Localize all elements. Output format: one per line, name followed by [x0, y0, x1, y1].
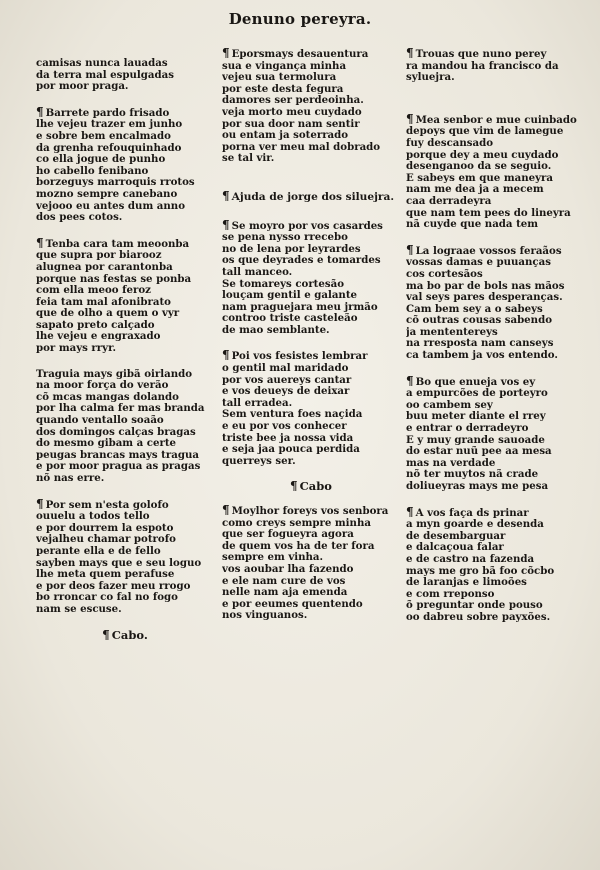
verse-line: alugnea por carantonba — [36, 261, 173, 273]
verse-line: lhe meta quem perafuse — [36, 569, 175, 581]
verse-line: e eu por vos conhecer — [222, 421, 347, 433]
verse-line: ra mandou ha francisco da — [406, 60, 559, 72]
verse-line: tall erradea. — [222, 397, 293, 409]
verse-line: E sabeys em que maneyra — [406, 172, 553, 184]
verse-line: e por deos fazer meu rrogo — [36, 580, 191, 592]
pilcrow-icon: ¶ — [36, 106, 44, 119]
verse-line: mays me gro bã foo cõcbo — [406, 565, 555, 577]
verse-line: por mays rryr. — [36, 343, 117, 355]
verse-line: vejalheu chamar potrofo — [36, 534, 176, 546]
pilcrow-icon: ¶ — [406, 244, 414, 257]
verse-line: triste bee ja nossa vida — [222, 432, 354, 444]
verse-line: cõ mcas mangas dolando — [36, 391, 179, 403]
verse-line: com ella meoo feroz — [36, 285, 151, 297]
pilcrow-icon: ¶ — [406, 375, 414, 388]
verse-line: a empurcões de porteyro — [406, 388, 548, 400]
stanza — [406, 507, 592, 624]
verse-line: vos aoubar lha fazendo — [222, 563, 354, 575]
pilcrow-icon: ¶ — [222, 48, 230, 60]
verse-line: controo triste casteleão — [222, 313, 358, 325]
verse-line: e seja jaa pouca perdida — [222, 444, 360, 456]
pilcrow-icon: ¶ — [406, 506, 414, 519]
verse-line: ¶ Se moyro por vos casardes — [222, 219, 383, 232]
verse-line: õ preguntar onde pouso — [406, 600, 543, 612]
verse-line: sempre em vinha. — [222, 552, 324, 564]
verse-line: porque dey a meu cuydado — [406, 149, 559, 161]
verse-line: que supra por biarooz — [36, 250, 162, 262]
section-heading: ¶ Ajuda de jorge dos siluejra. — [222, 188, 395, 203]
verse-line: e com rreponso — [406, 588, 495, 600]
verse-line: cõ outras cousas sabendo — [406, 315, 552, 327]
verse-line: syluejra. — [406, 72, 455, 84]
verse-line: que ser fogueyra agora — [222, 529, 354, 541]
verse-line: e dalcaçoua falar — [406, 542, 504, 554]
verse-line: Cam bem sey a o sabeys — [406, 303, 543, 315]
verse-line: co ella jogue de punho — [36, 154, 166, 166]
verse-line: e vos deueys de deixar — [222, 386, 350, 398]
verse-line: que de olho a quem o vyr — [36, 308, 180, 320]
stanza — [36, 58, 214, 93]
verse-line: de desembarguar — [406, 530, 506, 542]
verse-line: ou entam ja soterrado — [222, 130, 349, 142]
stanza — [36, 499, 214, 616]
verse-line: ¶ Bo que enueja vos ey — [406, 375, 536, 388]
section-end-label: ¶ Cabo — [290, 479, 332, 494]
verse-line: nam se escuse. — [36, 603, 122, 615]
verse-line: veja morto meu cuydado — [222, 106, 362, 118]
verse-line: se pena nysso rrecebo — [222, 232, 348, 244]
stanza — [406, 48, 592, 84]
verse-line: ma bo par de bols nas mãos — [406, 280, 565, 292]
verse-line: camisas nunca lauadas — [36, 58, 168, 69]
stanza — [36, 369, 214, 485]
column-middle — [222, 48, 400, 636]
verse-line: vejeu sua termolura — [222, 72, 337, 84]
verse-line: Se tomareys cortesão — [222, 278, 345, 290]
verse-line: fuy descansado — [406, 137, 494, 149]
verse-line: mas na verdade — [406, 457, 496, 469]
column-left — [36, 58, 214, 653]
verse-line: se tal vir. — [222, 153, 275, 165]
verse-line: louçam gentil e galante — [222, 290, 358, 302]
verse-line: ¶ Por sem n'esta golofo — [36, 498, 169, 511]
verse-line: sua e vingança minha — [222, 60, 347, 72]
verse-line: nelle nam aja emenda — [222, 587, 348, 599]
verse-line: no de lena por leyrardes — [222, 243, 361, 255]
verse-line: ca tambem ja vos entendo. — [406, 350, 558, 362]
stanza — [222, 220, 400, 337]
pilcrow-icon: ¶ — [36, 498, 44, 511]
stanza — [222, 505, 400, 622]
pilcrow-icon: ¶ — [222, 350, 230, 363]
verse-line: E y muy grande sauoade — [406, 434, 545, 446]
verse-line: que nam tem pees do lineyra — [406, 207, 571, 219]
verse-line: tall manceo. — [222, 266, 293, 278]
stanza — [406, 114, 592, 231]
verse-line: a myn goarde e desenda — [406, 519, 544, 531]
verse-line: de laranjas e limoões — [406, 577, 527, 589]
verse-line: nã cuyde que nada tem — [406, 219, 539, 231]
verse-line: nam praguejara meu jrmão — [222, 301, 378, 313]
column-right — [406, 48, 592, 638]
stanza — [222, 350, 400, 467]
verse-line: ¶ A vos faça ds prinar — [406, 506, 529, 519]
stanza — [36, 107, 214, 224]
verse-line: dos domingos calças bragas — [36, 426, 196, 438]
verse-line: da grenha refouquinhado — [36, 142, 182, 154]
verse-line: na rresposta nam canseys — [406, 338, 554, 350]
verse-line: e por eeumes quentendo — [222, 598, 363, 610]
verse-line: vossas damas e puuanças — [406, 257, 551, 269]
verse-line: lhe vejeu trazer em junho — [36, 119, 183, 131]
verse-line: ¶ Barrete pardo frisado — [36, 106, 170, 119]
pilcrow-icon: ¶ — [222, 219, 230, 232]
verse-line: caa derradeyra — [406, 195, 492, 207]
verse-line: ¶ Mea senbor e mue cuinbado — [406, 113, 577, 126]
verse-line: lhe vejeu e engraxado — [36, 331, 161, 343]
pilcrow-icon: ¶ — [290, 479, 298, 494]
verse-line: e por dourrem la espoto — [36, 522, 174, 534]
verse-line: na moor força do verão — [36, 380, 169, 392]
pilcrow-icon: ¶ — [406, 113, 414, 126]
verse-line: sapato preto calçado — [36, 319, 155, 331]
verse-line: nõ ter muytos nã crade — [406, 469, 539, 481]
verse-line: nam me dea ja a mecem — [406, 184, 544, 196]
verse-line: vejooo eu antes dum anno — [36, 200, 185, 212]
verse-line: borzeguys marroquis rrotos — [36, 177, 195, 189]
pilcrow-icon: ¶ — [222, 505, 230, 517]
verse-line: oo cambem sey — [406, 399, 493, 411]
verse-line: os que deyrades e tomardes — [222, 255, 381, 267]
pilcrow-icon: ¶ — [102, 627, 110, 642]
verse-line: doliueyras mays me pesa — [406, 481, 549, 492]
verse-line: ¶ Poi vos fesistes lembrar — [222, 350, 368, 363]
section-end-label: ¶ Cabo. — [102, 627, 148, 642]
verse-line: por sua door nam sentir — [222, 118, 360, 130]
verse-line: perante ella e de fello — [36, 545, 161, 557]
verse-line: por moor praga. — [36, 81, 129, 93]
verse-line: o gentil mal maridado — [222, 363, 349, 375]
verse-line: de quem vos ha de ter fora — [222, 540, 375, 552]
verse-line: e sobre bem encalmado — [36, 130, 171, 142]
verse-line: por vos auereys cantar — [222, 374, 352, 386]
verse-line: e por moor pragua as pragas — [36, 461, 201, 473]
verse-line: depoys que vim de lamegue — [406, 126, 564, 138]
verse-line: quando ventallo soaão — [36, 415, 164, 427]
verse-line: desenganoo da se seguio. — [406, 161, 552, 173]
verse-line: e entrar o derradeyro — [406, 423, 529, 435]
verse-line: de mao semblante. — [222, 324, 330, 336]
verse-line: damores ser perdeoinha. — [222, 95, 364, 107]
verse-line: peugas brancas mays tragua — [36, 449, 199, 461]
verse-line: da terra mal espulgadas — [36, 69, 174, 81]
verse-line: cos cortesãos — [406, 268, 483, 280]
stanza — [36, 238, 214, 355]
verse-line: ¶ Moylhor foreys vos senbora — [222, 505, 389, 517]
verse-line: por lha calma fer mas branda — [36, 403, 205, 415]
verse-line: Traguia mays gibã oirlando — [36, 368, 193, 380]
stanza — [406, 245, 592, 362]
verse-line: oo dabreu sobre payxões. — [406, 611, 551, 623]
verse-line: ja mententereys — [406, 326, 498, 338]
verse-line: por este desta fegura — [222, 83, 344, 95]
verse-line: buu meter diante el rrey — [406, 411, 546, 423]
verse-line: ¶ Trouas que nuno perey — [406, 48, 547, 60]
verse-line: porque nas festas se ponba — [36, 273, 192, 285]
verse-line: nos vinguanos. — [222, 610, 308, 622]
verse-line: como creys sempre minha — [222, 517, 371, 529]
pilcrow-icon: ¶ — [406, 48, 414, 60]
verse-line: do mesmo gibam a certe — [36, 438, 177, 450]
pilcrow-icon: ¶ — [222, 188, 230, 203]
verse-line: feia tam mal afonibrato — [36, 296, 171, 308]
verse-line: ho cabello fenibano — [36, 165, 149, 177]
verse-line: e de castro na fazenda — [406, 553, 535, 565]
verse-line: ¶ Eporsmays desauentura — [222, 48, 369, 60]
verse-line: mozno sempre canebano — [36, 188, 178, 200]
verse-line: bo rroncar co fal no fogo — [36, 592, 178, 604]
verse-line: ¶ La lograae vossos feraãos — [406, 244, 562, 257]
verse-line: e ele nam cure de vos — [222, 575, 346, 587]
verse-line: ¶ Tenba cara tam meoonba — [36, 237, 190, 250]
verse-line: nõ nas erre. — [36, 473, 105, 484]
pilcrow-icon: ¶ — [36, 237, 44, 250]
page-title: Denuno pereyra. — [228, 10, 372, 28]
verse-line: sayben mays que e seu loguo — [36, 557, 202, 569]
verse-line: val seys pares desperanças. — [406, 292, 563, 304]
verse-line: porna ver meu mal dobrado — [222, 141, 381, 153]
verse-line: querreys ser. — [222, 455, 296, 467]
verse-line: dos pees cotos. — [36, 212, 123, 224]
verse-line: do estar nuũ pee aa mesa — [406, 446, 552, 458]
verse-line: ouuelu a todos tello — [36, 511, 150, 523]
verse-line: Sem ventura foes naçida — [222, 409, 363, 421]
stanza — [222, 48, 400, 165]
stanza — [406, 376, 592, 493]
